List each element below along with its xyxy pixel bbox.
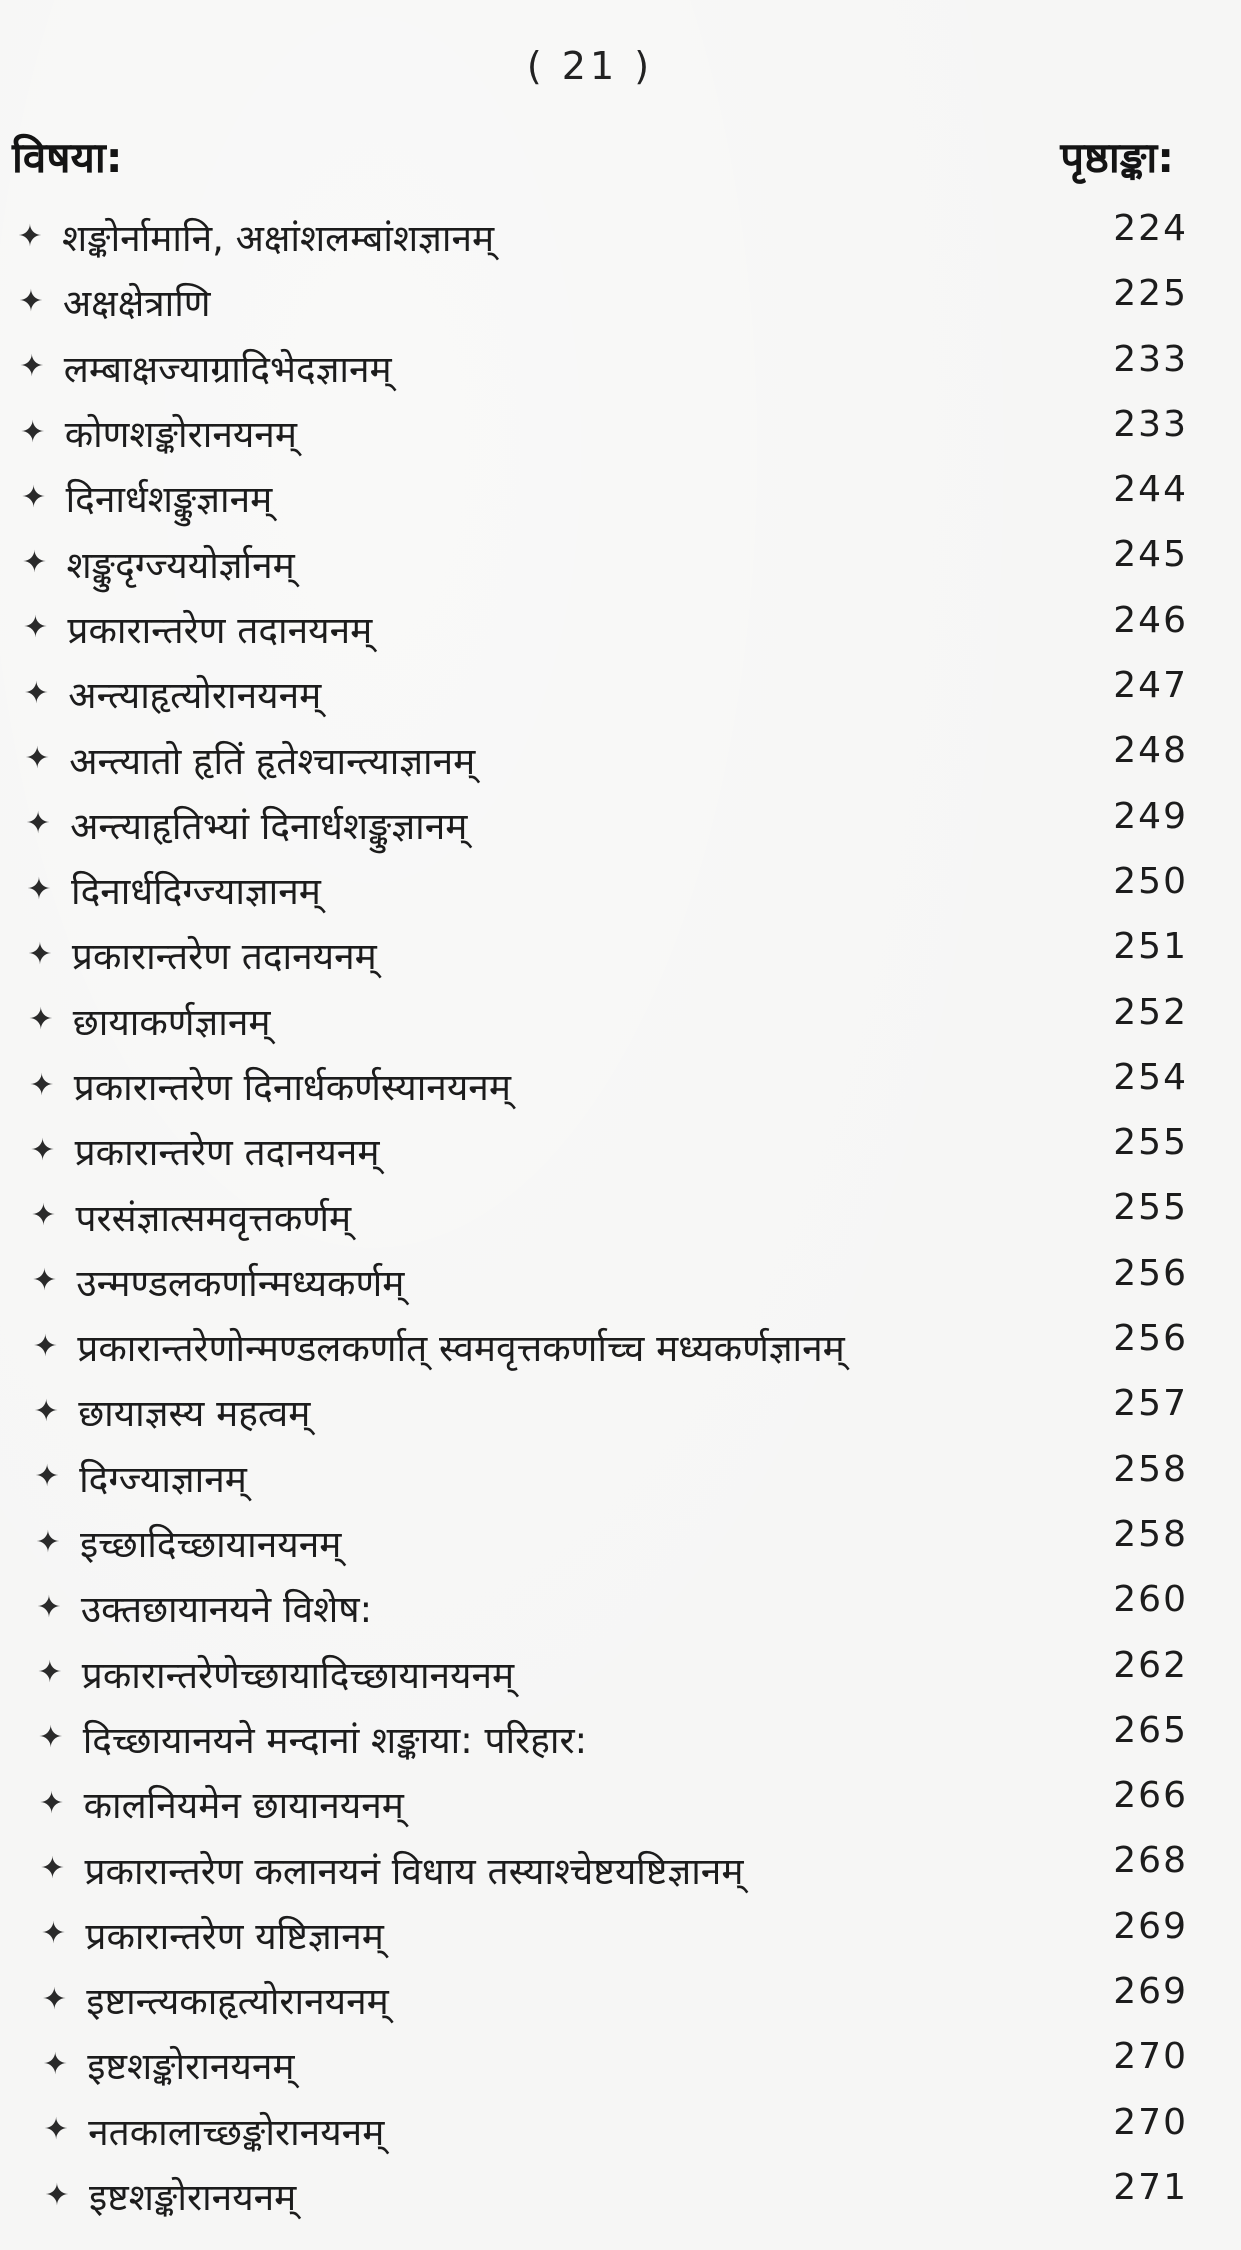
toc-entry <box>12 1771 1188 1836</box>
toc-entry <box>12 204 1188 269</box>
four-pointed-star-icon: ✦ <box>35 1524 61 1560</box>
toc-page-number: 249 <box>1113 795 1188 837</box>
toc-entry <box>12 661 1188 726</box>
toc-entry <box>12 1053 1188 1118</box>
toc-page-number: 262 <box>1113 1644 1188 1686</box>
four-pointed-star-icon: ✦ <box>30 1132 56 1168</box>
toc-entry <box>12 1641 1188 1706</box>
four-pointed-star-icon: ✦ <box>20 414 46 450</box>
toc-page-number: 244 <box>1113 469 1188 511</box>
toc-topic: प्रकारान्तरेणोन्मण्डलकर्णात् स्वमवृत्तकर्णाच्च मध्यकर्णज्ञानम् <box>77 1327 845 1371</box>
toc-page-number: 270 <box>1113 2101 1188 2143</box>
four-pointed-star-icon: ✦ <box>23 675 49 711</box>
toc-page-number: 245 <box>1113 534 1188 576</box>
toc-topic: अन्त्यातो हृतिं हृतेश्चान्त्याज्ञानम् <box>69 739 476 783</box>
topics-column-heading: विषया: <box>12 133 123 182</box>
toc-entry <box>12 1118 1188 1183</box>
toc-topic: शङ्कोर्नामानि, अक्षांशलम्बांशज्ञानम् <box>62 217 495 261</box>
toc-page-number: 271 <box>1113 2166 1188 2208</box>
toc-entry <box>12 400 1188 465</box>
toc-topic: अक्षक्षेत्राणि <box>62 282 211 326</box>
four-pointed-star-icon: ✦ <box>44 2177 70 2213</box>
toc-header <box>12 128 1174 184</box>
toc-topic: छायाकर्णज्ञानम् <box>72 1000 271 1044</box>
four-pointed-star-icon: ✦ <box>41 1981 67 2017</box>
toc-topic: अन्त्याहृत्योरानयनम् <box>68 674 322 718</box>
toc-topic: प्रकारान्तरेण तदानयनम् <box>67 608 373 652</box>
four-pointed-star-icon: ✦ <box>31 1263 57 1299</box>
toc-entry <box>12 1379 1188 1444</box>
toc-entry <box>12 1575 1188 1640</box>
toc-entry <box>12 1314 1188 1379</box>
toc-entry <box>12 1836 1188 1901</box>
four-pointed-star-icon: ✦ <box>39 1851 66 1887</box>
toc-page-number: 224 <box>1113 208 1188 249</box>
toc-page-number: 233 <box>1113 403 1188 445</box>
toc-page-number: 251 <box>1113 926 1188 968</box>
four-pointed-star-icon: ✦ <box>34 1459 60 1495</box>
page-number: ( 21 ) <box>526 44 654 88</box>
four-pointed-star-icon: ✦ <box>19 349 45 385</box>
toc-topic: इच्छादिच्छायानयनम् <box>80 1523 342 1567</box>
toc-entry <box>12 1445 1188 1510</box>
toc-entry <box>12 1902 1188 1967</box>
toc-page-number: 256 <box>1113 1318 1188 1360</box>
toc-page-number: 247 <box>1113 665 1188 707</box>
toc-entry <box>12 988 1188 1053</box>
toc-entry <box>12 465 1188 530</box>
toc-page-number: 255 <box>1113 1122 1188 1164</box>
toc-entry <box>12 1510 1188 1575</box>
toc-topic: छायाज्ञस्य महत्वम् <box>78 1392 311 1436</box>
toc-entry <box>12 1249 1188 1314</box>
toc-topic: परसंज्ञात्समवृत्तकर्णम् <box>75 1196 352 1240</box>
toc-entry <box>12 1967 1188 2032</box>
toc-page-number: 260 <box>1113 1579 1188 1621</box>
toc-entry <box>12 596 1188 661</box>
toc-page-number: 225 <box>1113 273 1188 315</box>
four-pointed-star-icon: ✦ <box>21 479 47 515</box>
toc-entry <box>12 792 1188 857</box>
toc-topic: इष्टान्त्यकाहृत्योरानयनम् <box>86 1980 389 2024</box>
four-pointed-star-icon: ✦ <box>37 1655 63 1691</box>
toc-page-number: 270 <box>1113 2036 1188 2078</box>
toc-entry <box>12 335 1188 400</box>
toc-page-number: 265 <box>1113 1709 1188 1751</box>
four-pointed-star-icon: ✦ <box>24 741 50 777</box>
toc-topic: शङ्कुदृग्ज्ययोर्ज्ञानम् <box>66 543 295 587</box>
four-pointed-star-icon: ✦ <box>25 806 51 842</box>
four-pointed-star-icon: ✦ <box>43 2112 69 2148</box>
four-pointed-star-icon: ✦ <box>39 1785 65 1821</box>
four-pointed-star-icon: ✦ <box>32 1328 58 1364</box>
toc-page-number: 258 <box>1113 1448 1188 1490</box>
toc-entry <box>12 2098 1188 2163</box>
toc-topic: इष्टशङ्कोरानयनम् <box>87 2045 295 2089</box>
toc-page-number: 250 <box>1113 860 1188 902</box>
toc-page-number: 256 <box>1113 1252 1188 1294</box>
toc-topic: प्रकारान्तरेण यष्टिज्ञानम् <box>85 1914 384 1958</box>
toc-entry <box>12 2032 1188 2097</box>
toc-topic: उक्तछायानयने विशेष: <box>80 1588 373 1632</box>
toc-topic: अन्त्याहृतिभ्यां दिनार्धशङ्कुज्ञानम् <box>70 804 468 848</box>
toc-page-number: 248 <box>1113 730 1188 772</box>
toc-topic: प्रकारान्तरेण दिनार्धकर्णस्यानयनम् <box>73 1066 511 1109</box>
toc-topic: उन्मण्डलकर्णान्मध्यकर्णम् <box>76 1261 405 1305</box>
toc-page-number: 233 <box>1113 338 1188 380</box>
toc-entry <box>12 922 1188 987</box>
toc-page-number: 258 <box>1113 1513 1188 1555</box>
four-pointed-star-icon: ✦ <box>21 545 48 581</box>
four-pointed-star-icon: ✦ <box>36 1589 62 1625</box>
toc-topic: दिग्ज्याज्ञानम् <box>79 1457 247 1501</box>
toc-entry <box>12 1706 1188 1771</box>
toc-topic: दिनार्धदिग्ज्याज्ञानम् <box>71 870 321 914</box>
toc-topic: दिनार्धशङ्कुज्ञानम् <box>65 478 273 522</box>
toc-entry <box>12 857 1188 922</box>
toc-topic: इष्टशङ्कोरानयनम् <box>89 2176 297 2220</box>
toc-page-number: 266 <box>1113 1775 1188 1817</box>
four-pointed-star-icon: ✦ <box>29 1067 55 1103</box>
four-pointed-star-icon: ✦ <box>27 936 53 972</box>
toc-page-number: 254 <box>1113 1056 1188 1098</box>
toc-entry <box>12 726 1188 791</box>
toc-page-number: 268 <box>1113 1840 1188 1882</box>
four-pointed-star-icon: ✦ <box>38 1720 64 1756</box>
four-pointed-star-icon: ✦ <box>42 2046 68 2082</box>
toc-entry <box>12 1183 1188 1248</box>
toc-page-number: 255 <box>1113 1187 1188 1229</box>
four-pointed-star-icon: ✦ <box>22 610 48 646</box>
toc-topic: कोणशङ्कोरानयनम् <box>64 413 297 457</box>
four-pointed-star-icon: ✦ <box>40 1916 66 1952</box>
toc-page-number: 269 <box>1113 1971 1188 2013</box>
toc-page-number: 257 <box>1113 1383 1188 1425</box>
toc-topic: प्रकारान्तरेण कलानयनं विधाय तस्याश्चेष्टयष्टिज्ञानम् <box>84 1849 744 1893</box>
toc-entry <box>12 530 1188 595</box>
four-pointed-star-icon: ✦ <box>33 1393 59 1429</box>
pages-column-heading: पृष्ठाङ्का: <box>1060 133 1174 182</box>
four-pointed-star-icon: ✦ <box>18 283 44 319</box>
toc-entry <box>12 269 1188 334</box>
four-pointed-star-icon: ✦ <box>17 218 43 254</box>
toc-topic: प्रकारान्तरेण तदानयनम् <box>71 935 377 979</box>
toc-topic: लम्बाक्षज्याग्रादिभेदज्ञानम् <box>63 347 392 391</box>
four-pointed-star-icon: ✦ <box>28 1002 54 1038</box>
toc-topic: दिच्छायानयने मन्दानां शङ्काया: परिहार: <box>82 1718 588 1762</box>
toc-entry <box>12 2163 1188 2228</box>
toc-topic: नतकालाच्छङ्कोरानयनम् <box>88 2110 385 2154</box>
toc-topic: प्रकारान्तरेणेच्छायादिच्छायानयनम् <box>81 1653 515 1697</box>
toc-topic: कालनियमेन छायानयनम् <box>83 1784 404 1828</box>
toc-page-number: 246 <box>1113 599 1188 641</box>
toc-topic: प्रकारान्तरेण तदानयनम् <box>74 1131 380 1175</box>
four-pointed-star-icon: ✦ <box>30 1198 57 1234</box>
four-pointed-star-icon: ✦ <box>26 871 52 907</box>
table-of-contents <box>12 204 1188 2228</box>
toc-page-number: 269 <box>1113 1905 1188 1947</box>
toc-page-number: 252 <box>1113 991 1188 1033</box>
